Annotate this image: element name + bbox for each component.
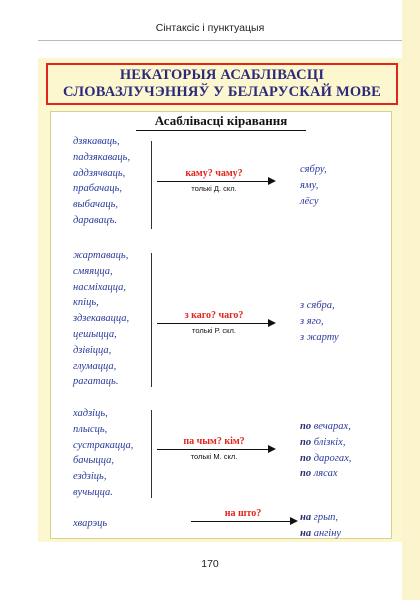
page-number: 170 [201, 558, 219, 570]
verb-item: насміхацца, [73, 281, 127, 293]
result-item [300, 451, 351, 467]
result-item [300, 162, 327, 178]
content-panel [38, 58, 402, 542]
preposition: на [300, 512, 312, 523]
verb-item: даравацъ. [73, 214, 118, 226]
title-line-1: НЕКАТОРЫЯ АСАБЛІВАСЦІ [119, 67, 325, 83]
result-item [300, 314, 339, 330]
verb-item: плысць, [73, 423, 108, 435]
verb-item: хадзіць, [73, 408, 108, 419]
bracket-group-1 [147, 141, 152, 229]
result-list-group-4 [300, 510, 341, 542]
verb-item: падзякаваць, [73, 151, 131, 163]
case-note: толькі Р. скл. [191, 326, 236, 335]
arrow-line [157, 181, 269, 182]
question-label: каму? чаму? [185, 168, 243, 179]
verb-item: дзякаваць, [73, 136, 120, 147]
result-item [300, 526, 341, 542]
arrow-group-3 [157, 436, 277, 464]
government-card [50, 111, 392, 539]
result-list-group-3 [300, 419, 351, 482]
preposition: по [300, 468, 312, 480]
result-item [300, 178, 327, 194]
preposition: по [300, 421, 312, 432]
arrow-head-icon [290, 517, 298, 525]
arrow-line [157, 449, 269, 450]
question-label: на што? [224, 508, 262, 519]
result-text: яму, [300, 179, 319, 191]
result-text: з яго, [300, 315, 324, 327]
result-text: сябру, [300, 164, 327, 175]
verb-item: дзівіцца, [73, 344, 112, 356]
page-edge-strip [402, 0, 420, 600]
result-text: дарогах, [313, 452, 352, 464]
preposition: на [300, 527, 312, 539]
verb-item: глумацца, [73, 360, 117, 372]
result-text: лёсу [300, 195, 319, 207]
question-label: з каго? чаго? [184, 310, 244, 321]
verb-item: кпіць, [73, 297, 99, 309]
arrow-group-2 [157, 310, 277, 338]
section-title-underline [136, 130, 306, 131]
verb-item: рагатаць. [73, 376, 119, 388]
result-text: з сябра, [300, 300, 335, 311]
case-note: толькі М. скл. [190, 452, 238, 461]
verb-item: сустракацца, [73, 439, 134, 451]
bracket-group-3 [147, 410, 152, 498]
bracket-group-2 [147, 253, 152, 387]
question-label: па чым? кім? [183, 436, 245, 447]
arrow-line [191, 521, 291, 522]
running-head-rule [38, 40, 402, 41]
result-item [300, 330, 339, 346]
verb-item: хварэць [73, 518, 108, 529]
result-list-group-2 [300, 298, 339, 345]
result-text: грып, [313, 512, 339, 523]
verb-list-group-2 [73, 248, 129, 390]
result-item [300, 298, 339, 314]
preposition: по [300, 452, 312, 464]
verb-list-group-3 [73, 406, 133, 501]
verb-item: прабачаць, [73, 183, 123, 195]
verb-item: здзекавацца, [73, 313, 130, 325]
result-list-group-1 [300, 162, 327, 209]
title-line-2: СЛОВАЗЛУЧЭННЯЎ У БЕЛАРУСКАЙ МОВЕ [62, 84, 382, 100]
result-item [300, 419, 351, 435]
result-item [300, 194, 327, 210]
result-text: блізкіх, [313, 436, 346, 448]
arrow-group-4 [191, 508, 311, 536]
verb-item: вучыцца. [73, 486, 113, 498]
result-text: ангіну [313, 527, 342, 539]
section-title: Асаблівасці кіравання [154, 113, 288, 128]
verb-item: аддзячваць, [73, 167, 126, 179]
preposition: по [300, 436, 312, 448]
running-head: Сінтаксіс і пунктуацыя [155, 22, 265, 34]
verb-item: жартаваць, [73, 250, 129, 261]
verb-item: смяяцца, [73, 265, 113, 277]
result-text: з жарту [300, 331, 339, 343]
result-item [300, 435, 351, 451]
result-text: вечарах, [313, 421, 351, 432]
result-item [300, 510, 341, 526]
case-note: толькі Д. скл. [191, 184, 237, 193]
arrow-line [157, 323, 269, 324]
verb-item: выбачаць, [73, 199, 118, 211]
result-text: лясах [313, 468, 338, 480]
verb-list-group-1 [73, 134, 130, 229]
arrow-group-1 [157, 168, 277, 196]
title-box [46, 63, 398, 105]
result-item [300, 466, 351, 482]
verb-list-group-4 [73, 516, 107, 532]
verb-item: цешыцца, [73, 328, 117, 340]
verb-item: бачыцца, [73, 455, 115, 467]
verb-item: ездзіць, [73, 471, 107, 483]
